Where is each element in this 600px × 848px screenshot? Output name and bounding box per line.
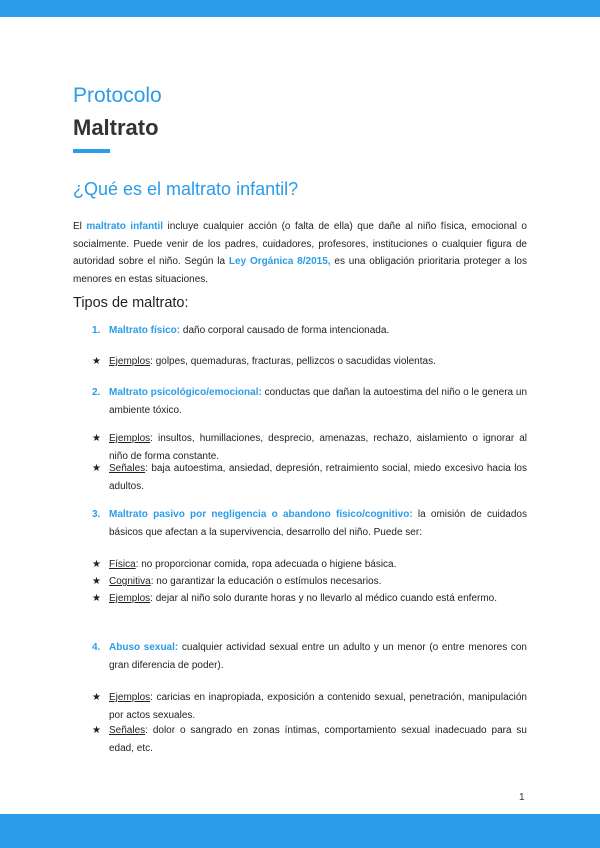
- bullet-item: ★ Cognitiva: no garantizar la educación o estímulos necesarios.: [92, 573, 527, 591]
- star-bullet-icon: ★: [92, 433, 101, 444]
- item-number: 3.: [92, 509, 101, 520]
- item-description: cualquier actividad sexual entre un adulto y un menor (o entre menores con gran diferencia de poder).: [109, 642, 527, 671]
- item-number: 2.: [92, 387, 101, 398]
- bullet-item: ★ Ejemplos: dejar al niño solo durante horas y no llevarlo al médico cuando está enfermo.: [92, 590, 527, 608]
- bottom-accent-bar: [0, 814, 600, 848]
- list-item: [92, 384, 527, 419]
- section-heading: ¿Qué es el maltrato infantil?: [73, 179, 299, 199]
- star-bullet-icon: ★: [92, 463, 101, 474]
- item-description: la omisión de cuidados básicos que afectan a la supervivencia, desarrollo del niño. Puede ser:: [109, 509, 527, 538]
- top-accent-bar: [0, 0, 600, 17]
- bullet-item: ★ Ejemplos: caricias en inapropiada, exposición a contenido sexual, penetración, manipulación por actos sexuales.: [92, 689, 527, 724]
- star-bullet-icon: ★: [92, 559, 101, 570]
- bullet-item: ★ Señales: baja autoestima, ansiedad, depresión, retraimiento social, miedo excesivo hacia los adultos.: [92, 460, 527, 495]
- types-heading: Tipos de maltrato:: [73, 295, 189, 311]
- item-description: daño corporal causado de forma intencionada.: [180, 325, 390, 336]
- title-underline: [73, 149, 110, 153]
- list-item: [92, 322, 527, 340]
- page-title: Maltrato: [73, 115, 159, 140]
- bullet-item: ★ Ejemplos: insultos, humillaciones, desprecio, amenazas, rechazo, aislamiento o ignorar al niño de forma constante.: [92, 430, 527, 465]
- bullet-item: ★ Señales: dolor o sangrado en zonas íntimas, comportamiento sexual inadecuado para su edad, etc.: [92, 722, 527, 757]
- intro-paragraph: El maltrato infantil incluye cualquier acción (o falta de ella) que dañe al niño física, emocional o socialmente. Puede venir de los padres, cuidadores, profesores, instituciones o cualquier figura de autoridad sobre el niño. Según la Ley Orgánica 8/2015, es una obligación prioritaria proteger a los menores en estas situaciones.: [73, 221, 527, 285]
- item-label: Maltrato físico:: [109, 325, 181, 336]
- item-label: Abuso sexual:: [109, 642, 179, 653]
- item-number: 4.: [92, 642, 101, 653]
- list-item: [92, 506, 527, 541]
- star-bullet-icon: ★: [92, 593, 101, 604]
- star-bullet-icon: ★: [92, 576, 101, 587]
- item-label: Maltrato pasivo por negligencia o abandono físico/cognitivo:: [109, 509, 413, 520]
- page-title-label: Protocolo: [73, 84, 162, 107]
- star-bullet-icon: ★: [92, 356, 101, 367]
- term-highlight: maltrato infantil: [86, 221, 164, 232]
- item-description: conductas que dañan la autoestima del niño o le genera un ambiente tóxico.: [109, 387, 528, 416]
- list-item: [92, 639, 527, 674]
- law-reference: Ley Orgánica 8/2015,: [228, 256, 331, 267]
- page-number: 1: [519, 792, 525, 803]
- star-bullet-icon: ★: [92, 725, 101, 736]
- bullet-item: ★ Ejemplos: golpes, quemaduras, fracturas, pellizcos o sacudidas violentas.: [92, 353, 527, 371]
- item-number: 1.: [92, 325, 101, 336]
- item-label: Maltrato psicológico/emocional:: [109, 387, 262, 398]
- star-bullet-icon: ★: [92, 692, 101, 703]
- bullet-item: ★ Física: no proporcionar comida, ropa adecuada o higiene básica.: [92, 556, 527, 574]
